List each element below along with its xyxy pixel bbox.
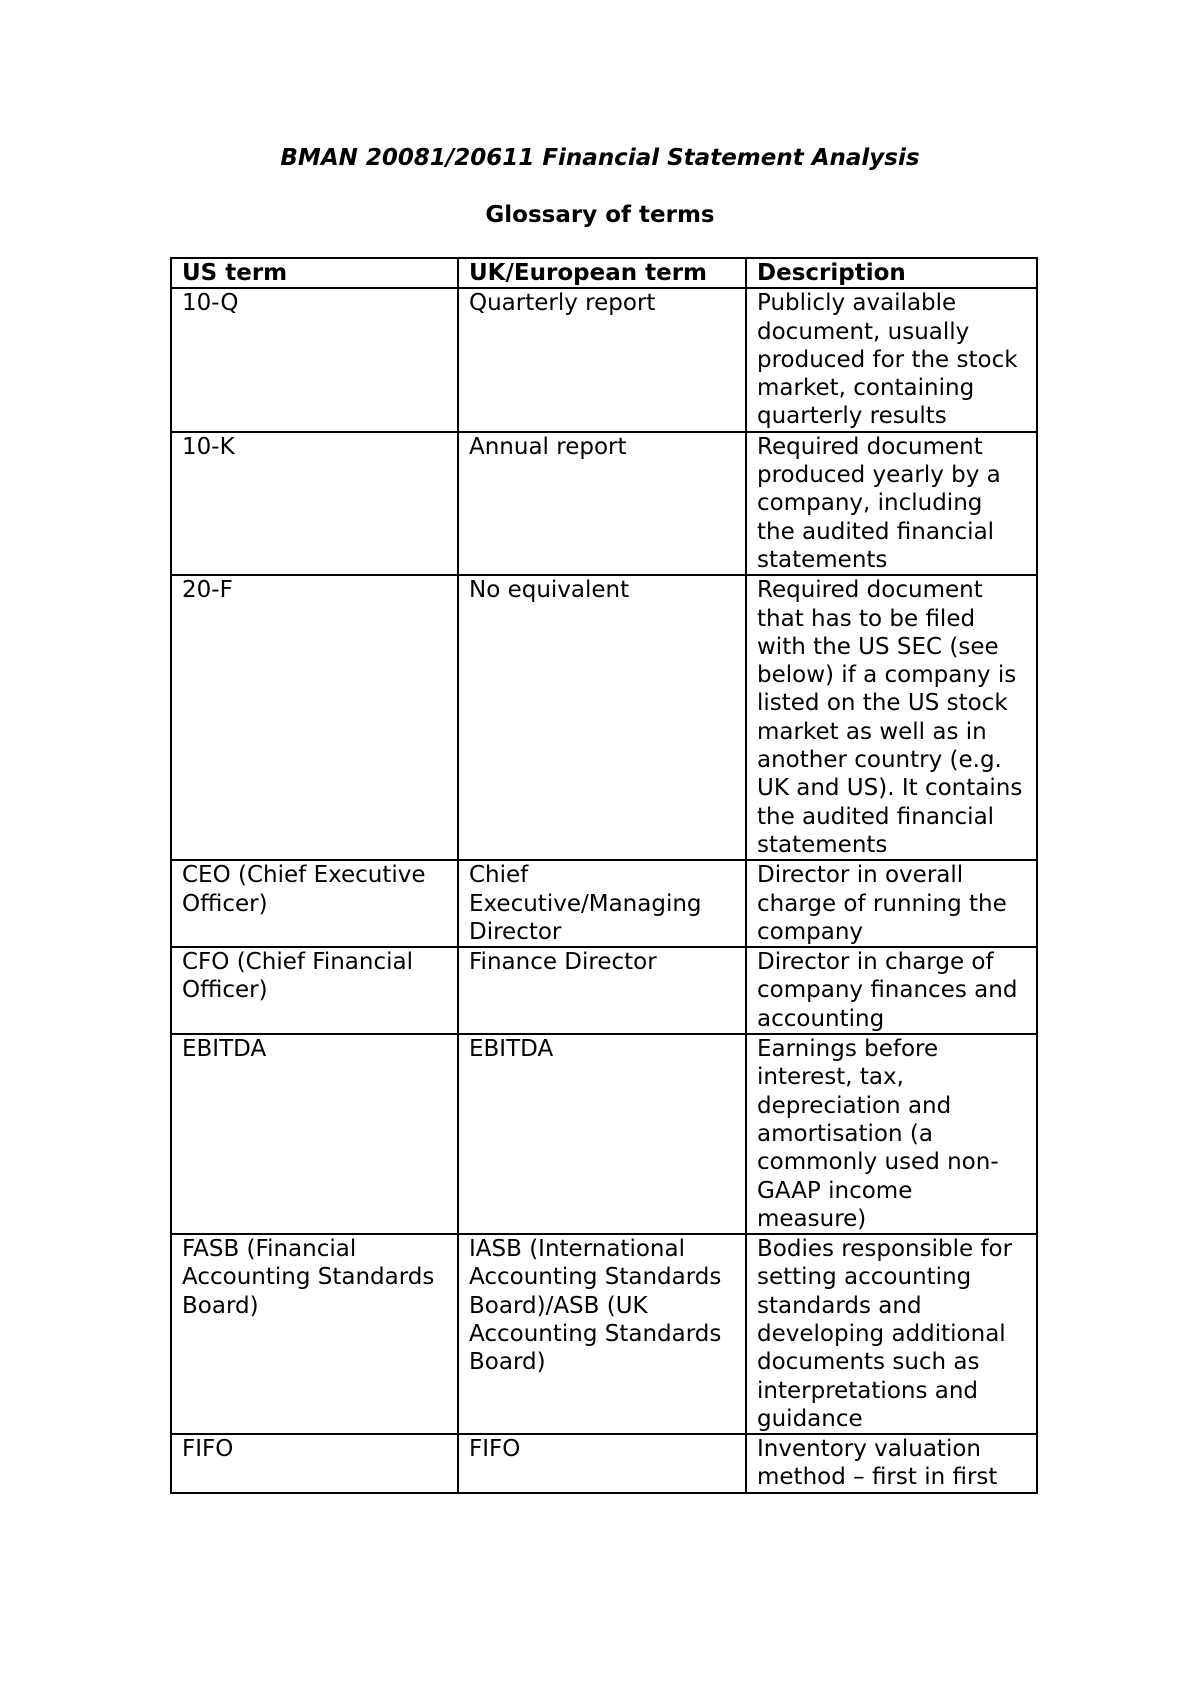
cell-us-term: 10-K xyxy=(171,432,458,575)
cell-description: Inventory valuation method – first in first xyxy=(746,1434,1037,1493)
header-description: Description xyxy=(746,258,1037,288)
cell-us-term: CFO (Chief Financial Officer) xyxy=(171,947,458,1034)
cell-description: Bodies responsible for setting accounting standards and developing additional documents such as interpretations and guidance xyxy=(746,1234,1037,1434)
cell-uk-term: Chief Executive/Managing Director xyxy=(458,860,746,947)
cell-uk-term: No equivalent xyxy=(458,575,746,860)
header-us-term: US term xyxy=(171,258,458,288)
glossary-table xyxy=(170,257,1038,1494)
cell-description: Director in charge of company finances and accounting xyxy=(746,947,1037,1034)
document-title: BMAN 20081/20611 Financial Statement Analysis xyxy=(280,145,920,171)
cell-description: Required document produced yearly by a company, including the audited financial statements xyxy=(746,432,1037,575)
cell-us-term: 20-F xyxy=(171,575,458,860)
cell-uk-term: FIFO xyxy=(458,1434,746,1493)
cell-uk-term: Quarterly report xyxy=(458,288,746,431)
cell-us-term: FASB (Financial Accounting Standards Board) xyxy=(171,1234,458,1434)
cell-description: Director in overall charge of running the company xyxy=(746,860,1037,947)
cell-us-term: EBITDA xyxy=(171,1034,458,1234)
cell-us-term: 10-Q xyxy=(171,288,458,431)
table-row xyxy=(171,575,1037,860)
table-row xyxy=(171,288,1037,431)
table-row xyxy=(171,947,1037,1034)
document-subtitle: Glossary of terms xyxy=(485,202,715,228)
table-header-row xyxy=(171,258,1037,288)
cell-description: Required document that has to be filed with the US SEC (see below) if a company is listed on the US stock market as well as in another country (e.g. UK and US). It contains the audited financial statements xyxy=(746,575,1037,860)
table-row xyxy=(171,1234,1037,1434)
table-row xyxy=(171,1034,1037,1234)
cell-uk-term: IASB (International Accounting Standards Board)/ASB (UK Accounting Standards Board) xyxy=(458,1234,746,1434)
header-uk-term: UK/European term xyxy=(458,258,746,288)
table-row xyxy=(171,1434,1037,1493)
table-row xyxy=(171,432,1037,575)
cell-uk-term: Finance Director xyxy=(458,947,746,1034)
cell-uk-term: Annual report xyxy=(458,432,746,575)
cell-us-term: CEO (Chief Executive Officer) xyxy=(171,860,458,947)
cell-description: Earnings before interest, tax, depreciation and amortisation (a commonly used non-GAAP income measure) xyxy=(746,1034,1037,1234)
cell-description: Publicly available document, usually produced for the stock market, containing quarterly results xyxy=(746,288,1037,431)
table-row xyxy=(171,860,1037,947)
cell-uk-term: EBITDA xyxy=(458,1034,746,1234)
cell-us-term: FIFO xyxy=(171,1434,458,1493)
